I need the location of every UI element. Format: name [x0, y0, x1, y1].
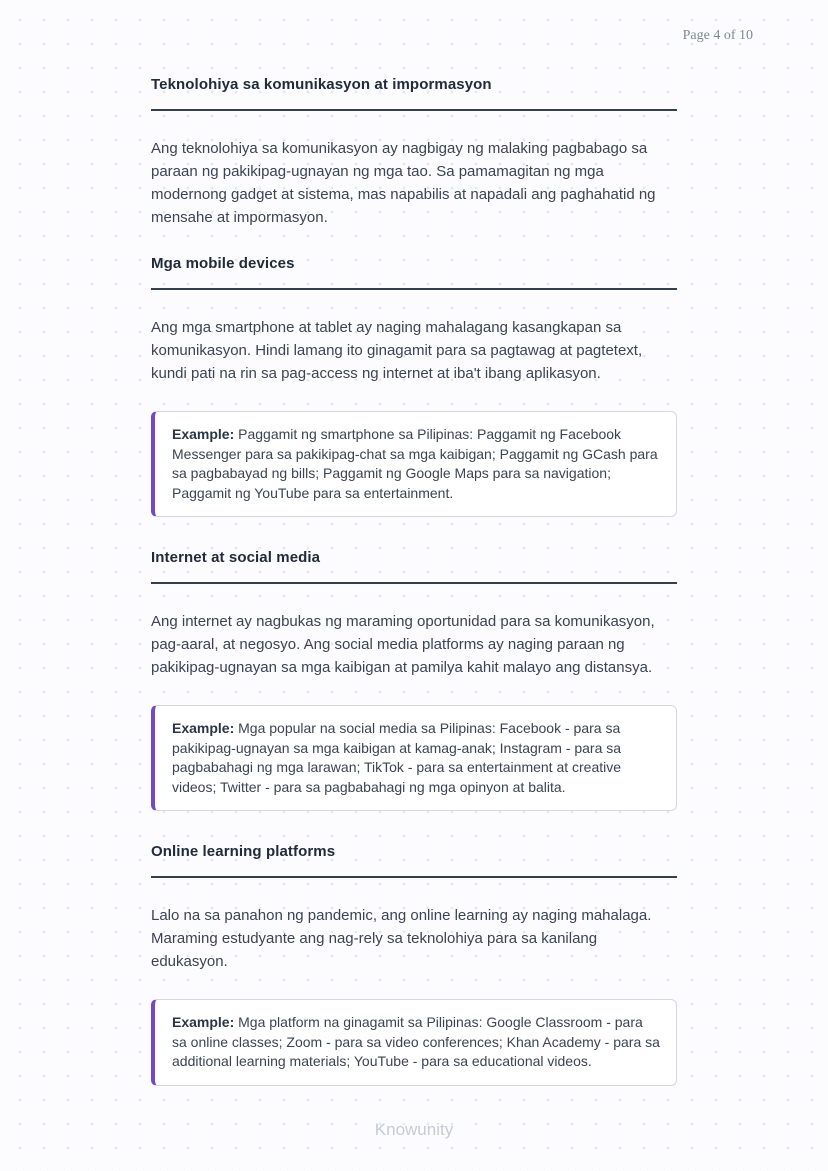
- example-label: Example:: [172, 426, 235, 442]
- section-online-learning: [151, 843, 677, 1086]
- section-heading: Internet at social media: [151, 549, 677, 584]
- footer-brand: Knowunity: [374, 1120, 454, 1139]
- section-heading: Online learning platforms: [151, 843, 677, 878]
- example-text: Mga platform na ginagamit sa Pilipinas: Google Classroom - para sa online classes; Zoom - para sa video conferences; Khan Academy - para sa additional learning materials; YouTube - para sa educational videos.: [172, 1014, 660, 1069]
- example-box: [151, 705, 677, 811]
- example-label: Example:: [172, 720, 235, 736]
- section-paragraph: Ang mga smartphone at tablet ay naging mahalagang kasangkapan sa komunikasyon. Hindi lamang ito ginagamit para sa pagtawag at pagtetext, kundi pati na rin sa pag-access ng internet at iba't ibang aplikasyon.: [151, 319, 643, 382]
- example-label: Example:: [172, 1014, 235, 1030]
- section-paragraph: Ang internet ay nagbukas ng maraming oportunidad para sa komunikasyon, pag-aaral, at negosyo. Ang social media platforms ay naging paraan ng pakikipag-ugnayan sa mga kaibigan at pamilya kahit malayo ang distansya.: [151, 613, 655, 676]
- example-text: Paggamit ng smartphone sa Pilipinas: Paggamit ng Facebook Messenger para sa pakikipag-chat sa mga kaibigan; Paggamit ng GCash para sa pagbabayad ng bills; Paggamit ng Google Maps para sa navigation; Paggamit ng YouTube para sa entertainment.: [172, 426, 658, 501]
- section-teknolohiya: [151, 76, 677, 229]
- section-paragraph: Lalo na sa panahon ng pandemic, ang online learning ay naging mahalaga. Maraming estudyante ang nag-rely sa teknolohiya para sa kanilang edukasyon.: [151, 907, 652, 970]
- section-heading: Mga mobile devices: [151, 255, 677, 290]
- document-content: [151, 76, 677, 1118]
- example-box: [151, 411, 677, 517]
- section-heading: Teknolohiya sa komunikasyon at impormasyon: [151, 76, 677, 111]
- example-text: Mga popular na social media sa Pilipinas: Facebook - para sa pakikipag-ugnayan sa mga kaibigan at kamag-anak; Instagram - para sa pagbabahagi ng mga larawan; TikTok - para sa entertainment at creative videos; Twitter - para sa pagbabahagi ng mga opinyon at balita.: [172, 720, 622, 795]
- section-internet-social-media: [151, 549, 677, 811]
- page-number: Page 4 of 10: [682, 28, 753, 43]
- example-box: [151, 999, 677, 1086]
- section-paragraph: Ang teknolohiya sa komunikasyon ay nagbigay ng malaking pagbabago sa paraan ng pakikipag-ugnayan ng mga tao. Sa pamamagitan ng mga modernong gadget at sistema, mas napabilis at napadali ang paghahatid ng mensahe at impormasyon.: [151, 140, 656, 226]
- section-mobile-devices: [151, 255, 677, 517]
